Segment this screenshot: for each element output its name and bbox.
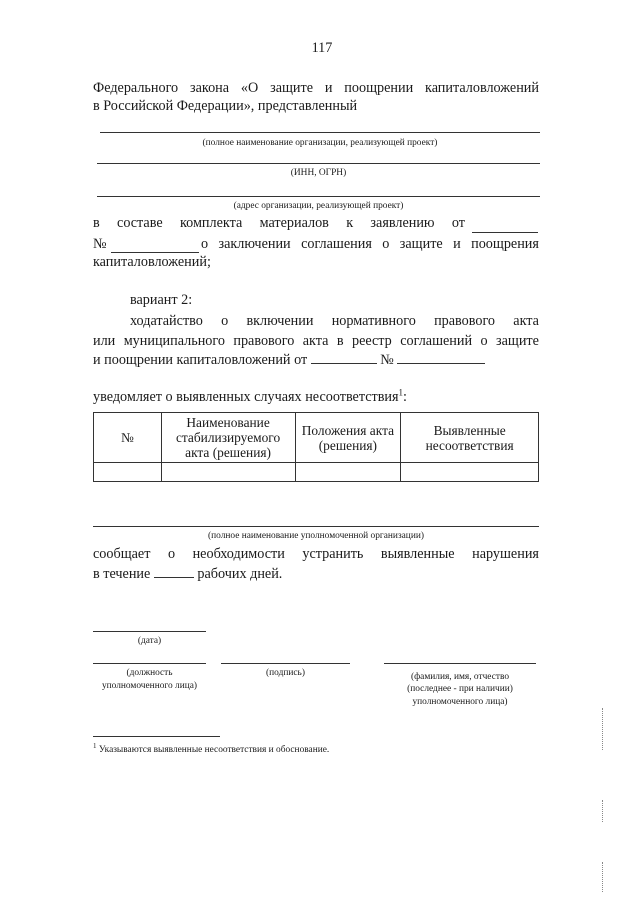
authorized-org-line	[93, 526, 539, 527]
intro-word: «О	[240, 80, 259, 96]
composition-word: заключении	[218, 236, 291, 252]
composition-word: поощрения	[471, 236, 539, 252]
variant-word: в	[336, 333, 344, 349]
inn-line	[97, 163, 540, 164]
composition-word: к	[346, 215, 354, 231]
table-header-row	[94, 413, 539, 463]
variant-word: включении	[246, 313, 314, 329]
header-text: (решения)	[318, 437, 378, 453]
variant-word: ходатайство	[130, 313, 203, 329]
composition-word: комплекта	[179, 215, 243, 231]
variant-line-3-text: и поощрении капиталовложений от	[93, 352, 308, 368]
footnote-mark: 1	[93, 742, 97, 750]
fio-caption-3: уполномоченного лица)	[412, 697, 508, 707]
fio-caption-2: (последнее - при наличии)	[407, 684, 513, 694]
org-name-caption: (полное наименование организации, реализующей проект)	[202, 138, 438, 148]
variant-word: нормативного	[331, 313, 416, 329]
report-word: устранить	[302, 546, 364, 562]
report-word: нарушения	[472, 546, 539, 562]
notify-line	[93, 389, 407, 406]
variant-word: реестр	[351, 333, 392, 349]
variant-word: муниципального	[123, 333, 225, 349]
composition-word: материалов	[259, 215, 329, 231]
intro-word: поощрении	[344, 80, 414, 96]
notify-colon: :	[403, 389, 407, 405]
signature-caption: (подпись)	[266, 668, 305, 678]
report-line-2-end: рабочих дней.	[197, 566, 283, 582]
address-line	[97, 196, 540, 197]
variant-word: правового	[434, 313, 496, 329]
header-text: Положения акта	[301, 422, 395, 438]
header-text: несоответствия	[425, 437, 514, 453]
composition-word: соглашения	[301, 236, 372, 252]
table-cell	[94, 463, 162, 482]
position-caption-2: уполномоченного лица)	[101, 681, 198, 691]
footnote	[93, 741, 329, 756]
composition-word: от	[451, 215, 465, 231]
composition-word: заявлению	[370, 215, 435, 231]
signature-line	[221, 663, 350, 664]
header-text: №	[120, 430, 134, 445]
variant-line-1	[130, 313, 539, 330]
position-caption-1: (должность	[126, 668, 173, 678]
notify-text: уведомляет о выявленных случаях несоответствия	[93, 389, 399, 405]
position-line	[93, 663, 206, 664]
footnote-separator	[93, 736, 220, 737]
composition-word: защите	[399, 236, 443, 252]
registry-date-blank	[311, 351, 377, 364]
composition-word: составе	[117, 215, 163, 231]
application-number-blank	[111, 252, 199, 253]
intro-line-1	[93, 80, 539, 97]
variant-word: правового	[233, 333, 295, 349]
scan-edge-mark	[602, 708, 604, 750]
variant-word: о	[480, 333, 488, 349]
date-caption: (дата)	[137, 636, 162, 646]
variant-word: о	[221, 313, 229, 329]
composition-word: о	[382, 236, 390, 252]
variant-title: вариант 2:	[130, 292, 193, 308]
page-number: 117	[311, 40, 333, 56]
composition-line-1	[93, 215, 465, 232]
composition-word: в	[93, 215, 100, 231]
composition-line-3: капиталовложений;	[93, 254, 211, 270]
header-text: акта (решения)	[185, 445, 272, 460]
header-text: Выявленные	[433, 422, 506, 438]
footnote-text: Указываются выявленные несоответствия и обоснование.	[98, 745, 330, 756]
table-cell	[401, 463, 539, 482]
discrepancies-table	[93, 412, 539, 482]
report-line-2	[93, 565, 282, 583]
report-word: о	[167, 546, 176, 562]
fio-line	[384, 663, 536, 664]
intro-line-2: в Российской Федерации», представленный	[93, 98, 358, 114]
col-header-number	[94, 413, 162, 463]
footnote-ref: 1	[398, 387, 404, 398]
org-name-line	[100, 132, 540, 133]
variant-word: или	[93, 333, 116, 349]
registry-number-blank	[397, 351, 485, 364]
col-header-discrepancies	[401, 413, 539, 463]
date-line	[93, 631, 206, 632]
registry-number-sign: №	[380, 352, 394, 368]
report-word: необходимости	[192, 546, 285, 562]
intro-word: закона	[190, 80, 230, 96]
application-date-blank	[472, 232, 538, 233]
composition-word: и	[453, 236, 461, 252]
composition-line-2	[201, 236, 539, 253]
table-cell	[295, 463, 401, 482]
table-row	[94, 463, 539, 482]
variant-line-3	[93, 351, 485, 369]
variant-line-2	[93, 333, 539, 350]
variant-word: акта	[302, 333, 329, 349]
table-cell	[161, 463, 295, 482]
authorized-org-caption: (полное наименование уполномоченной организации)	[208, 531, 424, 541]
variant-word: акта	[513, 313, 539, 329]
fio-caption-1: (фамилия, имя, отчество	[410, 672, 510, 682]
intro-word: защите	[270, 80, 314, 96]
intro-word: и	[324, 80, 333, 96]
report-word: выявленные	[380, 546, 455, 562]
address-caption: (адрес организации, реализующей проект)	[233, 201, 404, 211]
intro-word: Федерального	[93, 80, 179, 96]
inn-caption: (ИНН, ОГРН)	[290, 168, 347, 178]
variant-word: защите	[496, 333, 539, 349]
scan-edge-mark	[602, 800, 604, 822]
days-blank	[154, 565, 194, 578]
col-header-provisions	[295, 413, 401, 463]
header-text: Наименование	[186, 415, 270, 430]
application-number-sign: №	[93, 236, 107, 252]
report-line-1	[93, 546, 539, 563]
header-text: стабилизируемого	[175, 430, 281, 445]
composition-word: о	[201, 236, 209, 252]
col-header-act-name	[161, 413, 295, 463]
scan-edge-mark	[602, 862, 604, 892]
intro-word: капиталовложений	[425, 80, 539, 96]
report-line-2-start: в течение	[93, 566, 151, 582]
report-word: сообщает	[93, 546, 151, 562]
variant-word: соглашений	[400, 333, 473, 349]
